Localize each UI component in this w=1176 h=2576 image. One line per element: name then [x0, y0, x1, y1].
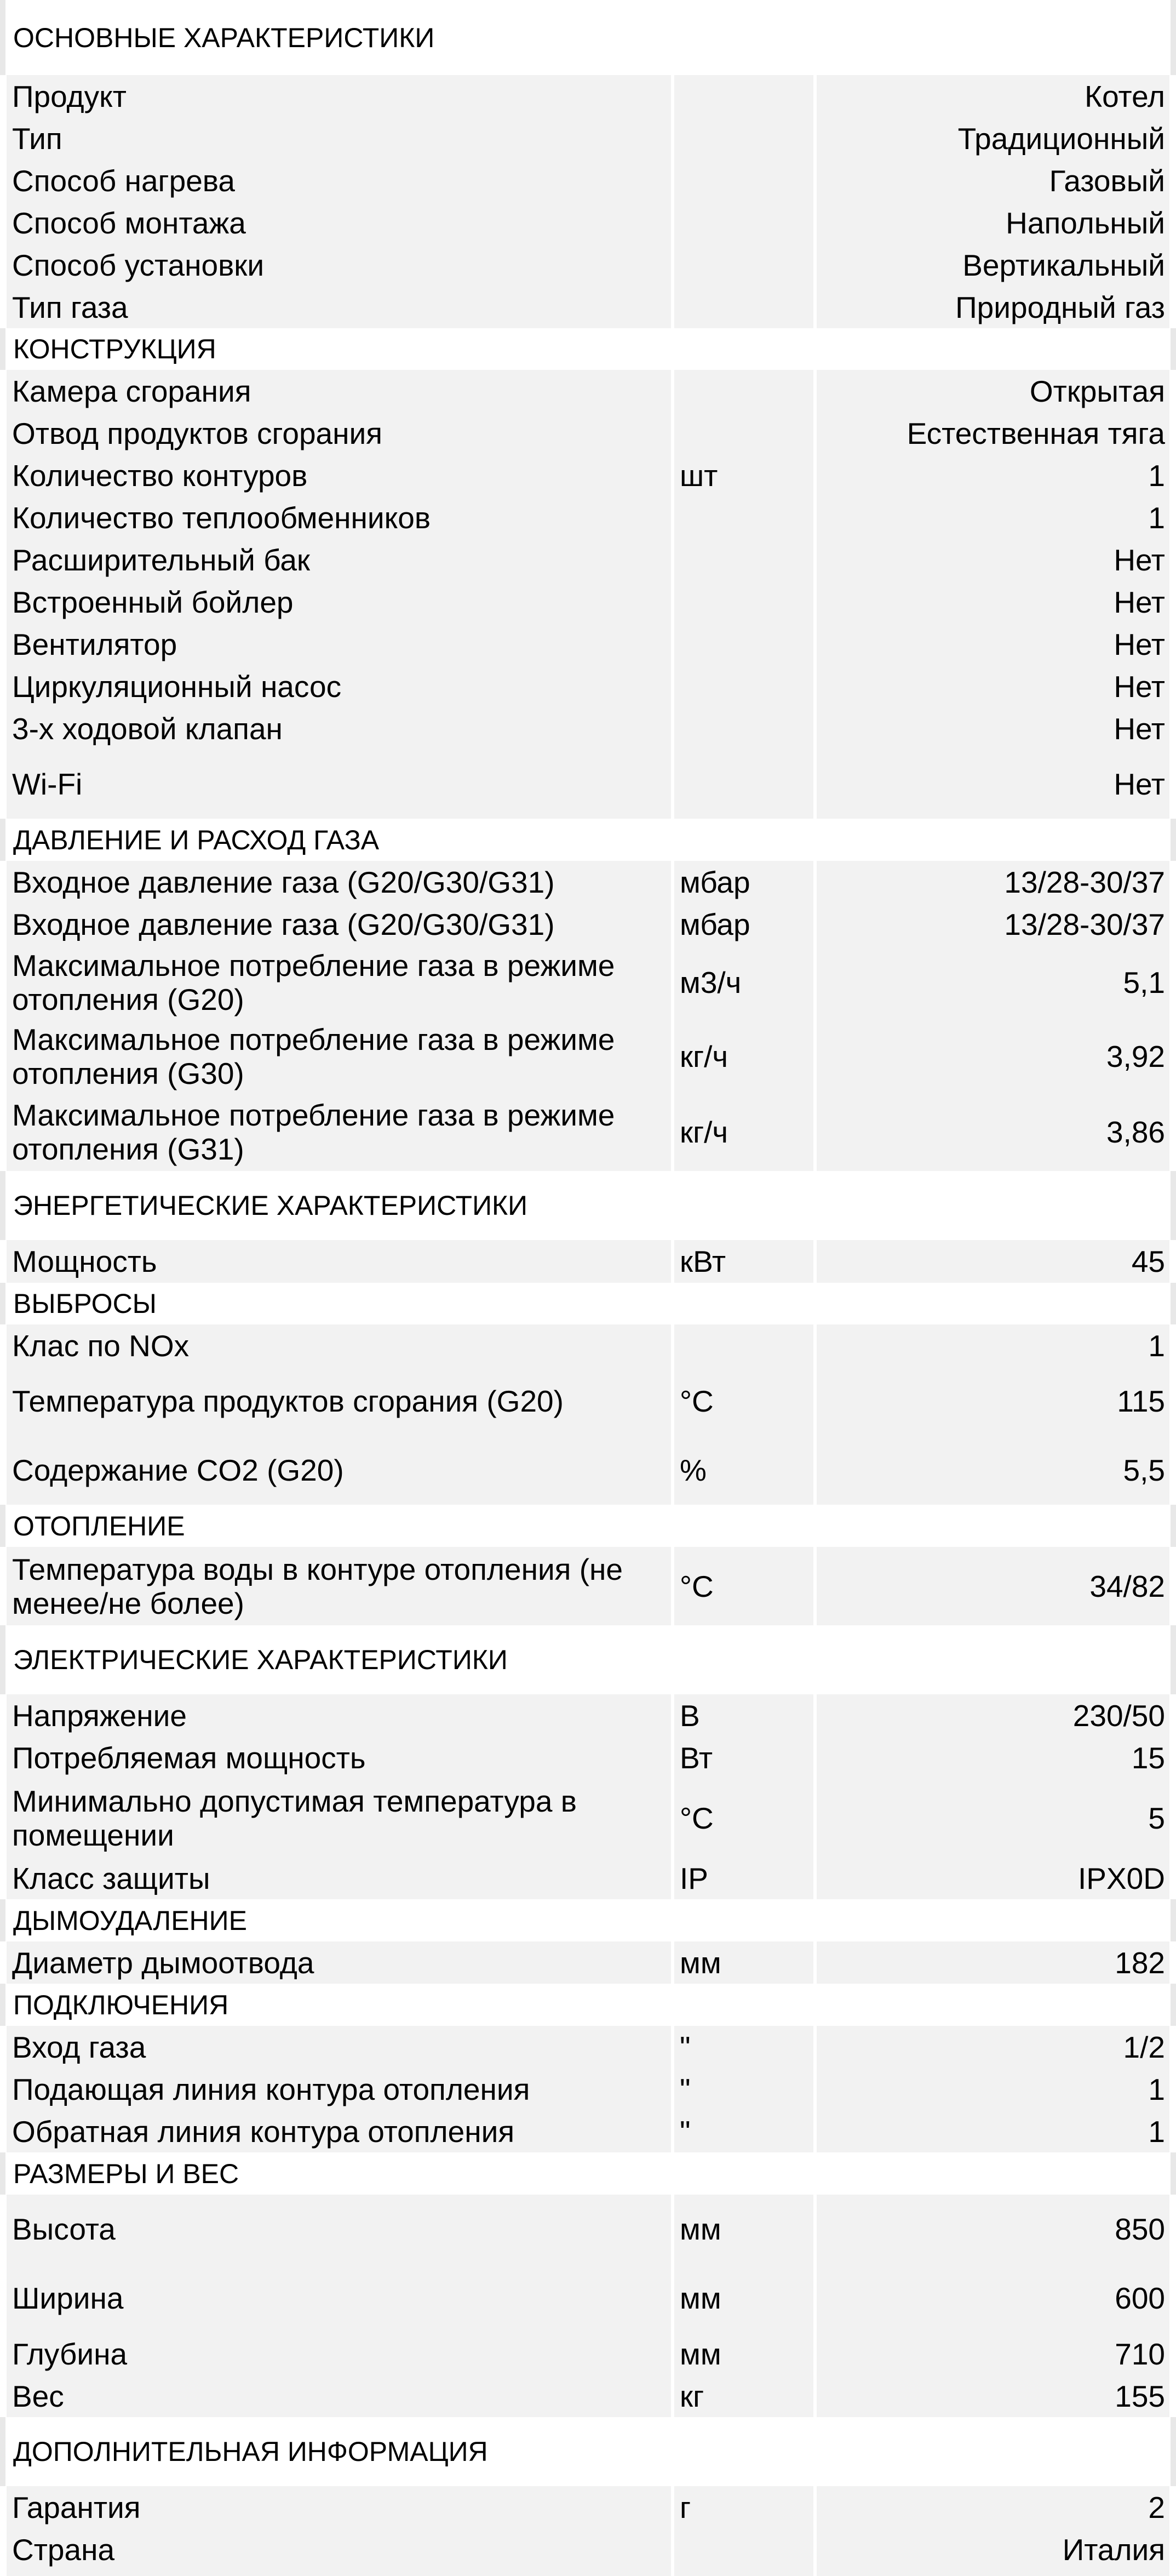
table-row	[0, 2375, 1176, 2417]
table-row	[0, 370, 1176, 412]
row-unit	[674, 159, 813, 202]
section-title: ЭНЕРГЕТИЧЕСКИЕ ХАРАКТЕРИСТИКИ	[13, 1190, 528, 1221]
row-unit	[674, 623, 813, 665]
row-label: Вес	[7, 2375, 671, 2417]
table-row	[0, 581, 1176, 623]
row-unit: °C	[674, 1779, 813, 1857]
row-unit: мбар	[674, 903, 813, 945]
row-unit	[674, 202, 813, 244]
table-row	[0, 1240, 1176, 1283]
row-label: Камера сгорания	[7, 370, 671, 412]
row-unit: мм	[674, 2264, 813, 2333]
row-unit	[674, 244, 813, 286]
row-unit: "	[674, 2068, 813, 2110]
section-title: ЭЛЕКТРИЧЕСКИЕ ХАРАКТЕРИСТИКИ	[13, 1644, 508, 1675]
table-row	[0, 1093, 1176, 1171]
row-value: 2	[817, 2486, 1169, 2528]
section-title: ВЫБРОСЫ	[13, 1288, 157, 1319]
table-row	[0, 750, 1176, 819]
table-row	[0, 496, 1176, 539]
row-unit	[674, 665, 813, 707]
table-row	[0, 2110, 1176, 2152]
section-header-construction	[0, 328, 1176, 370]
row-label: Отвод продуктов сгорания	[7, 412, 671, 454]
table-row	[0, 1737, 1176, 1779]
row-value: Нет	[817, 750, 1169, 819]
row-unit	[674, 1324, 813, 1367]
row-label: Продукт	[7, 75, 671, 117]
row-value: 115	[817, 1367, 1169, 1436]
row-value: Естественная тяга	[817, 412, 1169, 454]
section-title: ОСНОВНЫЕ ХАРАКТЕРИСТИКИ	[13, 22, 435, 53]
row-label: Диаметр дымоотвода	[7, 1941, 671, 1984]
row-unit: мбар	[674, 861, 813, 903]
row-label: Wi-Fi	[7, 750, 671, 819]
table-row	[0, 454, 1176, 496]
table-row	[0, 159, 1176, 202]
row-unit	[674, 2571, 813, 2576]
row-unit: мм	[674, 2333, 813, 2375]
table-row	[0, 1779, 1176, 1857]
row-value: 3,92	[817, 1019, 1169, 1093]
row-value: 13/28-30/37	[817, 903, 1169, 945]
row-value: Традиционный	[817, 117, 1169, 159]
table-row	[0, 244, 1176, 286]
row-value: Нет	[817, 581, 1169, 623]
row-value: 5,1	[817, 945, 1169, 1019]
table-row-partial	[0, 2571, 1176, 2576]
row-unit	[674, 581, 813, 623]
section-header-electric	[0, 1625, 1176, 1694]
row-value: 34/82	[817, 1547, 1169, 1625]
row-label: 3-х ходовой клапан	[7, 707, 671, 750]
row-unit: IP	[674, 1857, 813, 1899]
row-label: Циркуляционный насос	[7, 665, 671, 707]
row-value: 5	[817, 1779, 1169, 1857]
row-label: Количество теплообменников	[7, 496, 671, 539]
section-header-additional	[0, 2417, 1176, 2486]
row-label: Обратная линия контура отопления	[7, 2110, 671, 2152]
section-title: ДЫМОУДАЛЕНИЕ	[13, 1905, 247, 1936]
section-header-heating	[0, 1505, 1176, 1547]
table-row	[0, 623, 1176, 665]
table-row	[0, 539, 1176, 581]
row-value: Нет	[817, 623, 1169, 665]
row-unit: шт	[674, 454, 813, 496]
row-label: Входное давление газа (G20/G30/G31)	[7, 903, 671, 945]
row-value: 155	[817, 2375, 1169, 2417]
row-label: Тип	[7, 117, 671, 159]
table-row	[0, 1324, 1176, 1367]
section-header-emissions	[0, 1283, 1176, 1324]
row-value: Природный газ	[817, 286, 1169, 328]
table-row	[0, 861, 1176, 903]
row-value: 710	[817, 2333, 1169, 2375]
row-label: Ширина	[7, 2264, 671, 2333]
row-label: Встроенный бойлер	[7, 581, 671, 623]
row-label: Количество контуров	[7, 454, 671, 496]
row-unit	[674, 496, 813, 539]
row-unit	[674, 2528, 813, 2571]
row-label: Вход газа	[7, 2026, 671, 2068]
row-unit: г	[674, 2486, 813, 2528]
row-label: Мощность	[7, 1240, 671, 1283]
row-value: 600	[817, 2264, 1169, 2333]
section-title: РАЗМЕРЫ И ВЕС	[13, 2158, 239, 2189]
table-row	[0, 903, 1176, 945]
table-row	[0, 1941, 1176, 1984]
section-header-connections	[0, 1984, 1176, 2026]
row-value: Нет	[817, 539, 1169, 581]
table-row	[0, 1019, 1176, 1093]
row-unit: кг/ч	[674, 1019, 813, 1093]
table-row	[0, 1367, 1176, 1436]
row-value: 230/50	[817, 1694, 1169, 1737]
row-value: 182	[817, 1941, 1169, 1984]
row-label: Температура продуктов сгорания (G20)	[7, 1367, 671, 1436]
table-row	[0, 202, 1176, 244]
row-value: Нет	[817, 665, 1169, 707]
section-title: КОНСТРУКЦИЯ	[13, 334, 216, 364]
row-label: Глубина	[7, 2333, 671, 2375]
row-value	[817, 2571, 1169, 2576]
table-row	[0, 1694, 1176, 1737]
row-unit: %	[674, 1436, 813, 1505]
row-value: 15	[817, 1737, 1169, 1779]
table-row	[0, 75, 1176, 117]
row-value: IPX0D	[817, 1857, 1169, 1899]
section-header-gas	[0, 819, 1176, 861]
row-unit	[674, 75, 813, 117]
row-value: 1	[817, 2110, 1169, 2152]
row-unit: м3/ч	[674, 945, 813, 1019]
row-unit: кг/ч	[674, 1093, 813, 1171]
table-row	[0, 1547, 1176, 1625]
table-row	[0, 2528, 1176, 2571]
row-label: Способ установки	[7, 244, 671, 286]
row-value: 1	[817, 496, 1169, 539]
row-unit	[674, 750, 813, 819]
row-label: Максимальное потребление газа в режиме отопления (G30)	[7, 1019, 671, 1093]
row-value: 3,86	[817, 1093, 1169, 1171]
row-label: Напряжение	[7, 1694, 671, 1737]
row-label: Максимальное потребление газа в режиме отопления (G31)	[7, 1093, 671, 1171]
row-unit: мм	[674, 2195, 813, 2264]
row-label: Температура воды в контуре отопления (не менее/не более)	[7, 1547, 671, 1625]
row-unit: "	[674, 2110, 813, 2152]
row-value: Газовый	[817, 159, 1169, 202]
row-value: 1	[817, 1324, 1169, 1367]
row-label: Вентилятор	[7, 623, 671, 665]
row-value: 850	[817, 2195, 1169, 2264]
section-header-energy	[0, 1171, 1176, 1240]
section-title: ПОДКЛЮЧЕНИЯ	[13, 1989, 229, 2020]
row-unit: °C	[674, 1367, 813, 1436]
row-unit: В	[674, 1694, 813, 1737]
row-unit: °C	[674, 1547, 813, 1625]
row-value: Напольный	[817, 202, 1169, 244]
row-unit: "	[674, 2026, 813, 2068]
row-label: Гарантия	[7, 2486, 671, 2528]
row-value: Нет	[817, 707, 1169, 750]
section-title: ДОПОЛНИТЕЛЬНАЯ ИНФОРМАЦИЯ	[13, 2436, 488, 2467]
row-value: 1	[817, 454, 1169, 496]
table-row	[0, 412, 1176, 454]
table-row	[0, 665, 1176, 707]
row-value: Открытая	[817, 370, 1169, 412]
row-unit	[674, 286, 813, 328]
row-label: Содержание CO2 (G20)	[7, 1436, 671, 1505]
row-label: Способ нагрева	[7, 159, 671, 202]
section-header-dimensions	[0, 2152, 1176, 2195]
row-label: Класс защиты	[7, 1857, 671, 1899]
table-row	[0, 2026, 1176, 2068]
table-row	[0, 286, 1176, 328]
row-unit	[674, 370, 813, 412]
row-label: Минимально допустимая температура в помещении	[7, 1779, 671, 1857]
row-label	[7, 2571, 671, 2576]
row-label: Страна	[7, 2528, 671, 2571]
row-value: 1/2	[817, 2026, 1169, 2068]
table-row	[0, 2486, 1176, 2528]
row-value: 1	[817, 2068, 1169, 2110]
row-label: Клас по NOx	[7, 1324, 671, 1367]
section-header-basic	[0, 0, 1176, 75]
table-row	[0, 1436, 1176, 1505]
row-label: Входное давление газа (G20/G30/G31)	[7, 861, 671, 903]
row-label: Потребляемая мощность	[7, 1737, 671, 1779]
row-label: Подающая линия контура отопления	[7, 2068, 671, 2110]
row-value: 5,5	[817, 1436, 1169, 1505]
table-row	[0, 2264, 1176, 2333]
row-unit	[674, 117, 813, 159]
row-label: Высота	[7, 2195, 671, 2264]
row-unit	[674, 412, 813, 454]
row-value: Котел	[817, 75, 1169, 117]
table-row	[0, 1857, 1176, 1899]
row-value: 45	[817, 1240, 1169, 1283]
table-row	[0, 945, 1176, 1019]
row-value: Италия	[817, 2528, 1169, 2571]
row-unit: Вт	[674, 1737, 813, 1779]
row-label: Тип газа	[7, 286, 671, 328]
row-label: Способ монтажа	[7, 202, 671, 244]
row-label: Расширительный бак	[7, 539, 671, 581]
row-unit: кг	[674, 2375, 813, 2417]
table-row	[0, 707, 1176, 750]
row-unit	[674, 539, 813, 581]
table-row	[0, 2068, 1176, 2110]
table-row	[0, 2195, 1176, 2264]
row-unit: кВт	[674, 1240, 813, 1283]
table-row	[0, 2333, 1176, 2375]
row-value: Вертикальный	[817, 244, 1169, 286]
table-row	[0, 117, 1176, 159]
row-unit	[674, 707, 813, 750]
section-header-flue	[0, 1899, 1176, 1941]
row-value: 13/28-30/37	[817, 861, 1169, 903]
section-title: ДАВЛЕНИЕ И РАСХОД ГАЗА	[13, 824, 380, 855]
row-unit: мм	[674, 1941, 813, 1984]
row-label: Максимальное потребление газа в режиме отопления (G20)	[7, 945, 671, 1019]
section-title: ОТОПЛЕНИЕ	[13, 1510, 185, 1541]
